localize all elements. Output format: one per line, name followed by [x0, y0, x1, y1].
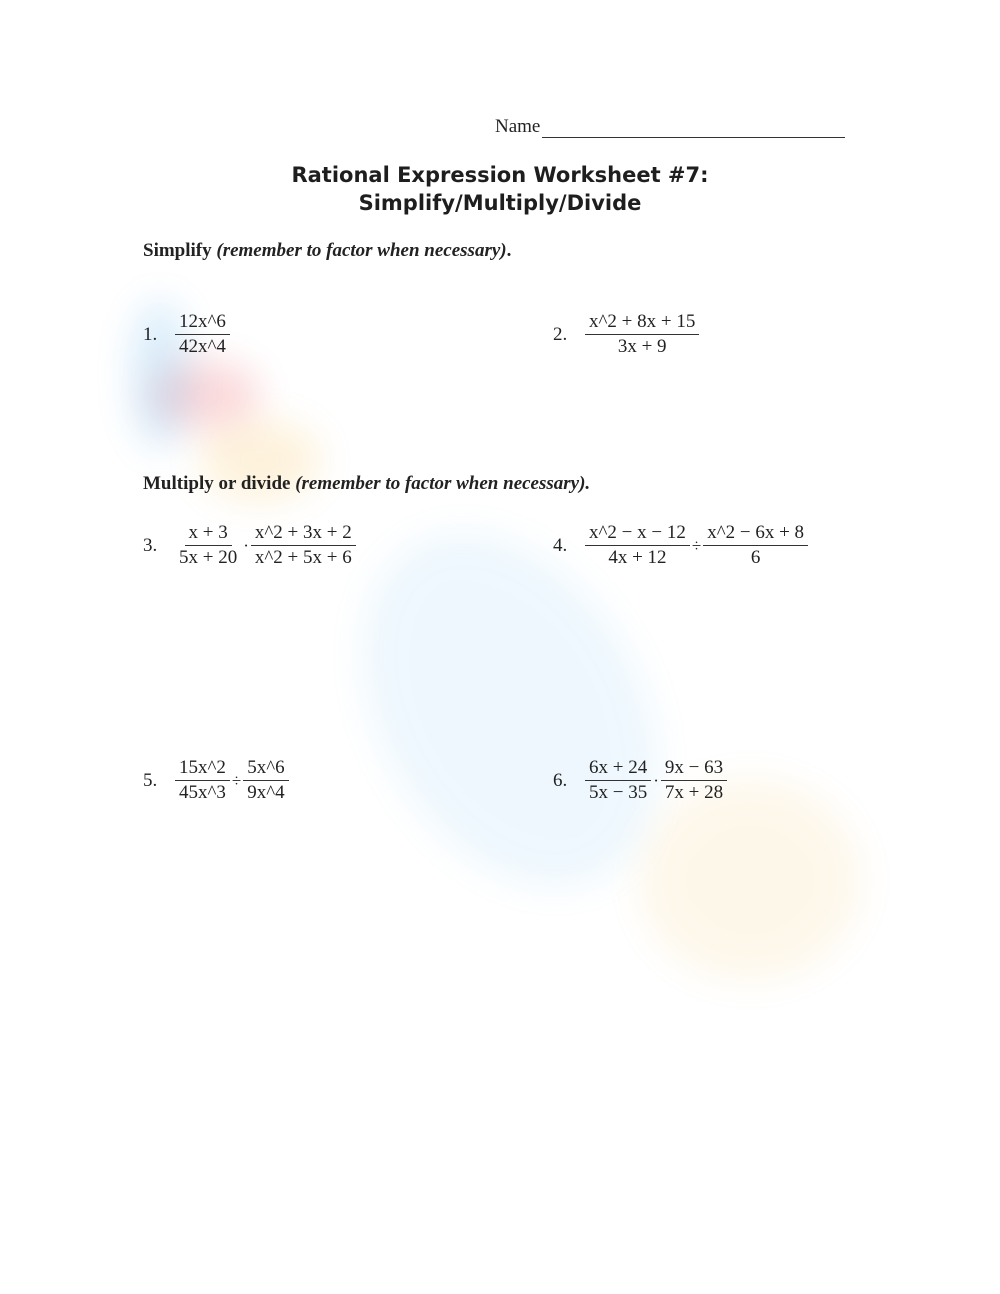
problem-number: 5.	[143, 769, 158, 791]
denominator: x^2 + 5x + 6	[254, 547, 352, 568]
section-label: Simplify	[143, 240, 212, 261]
fraction	[585, 521, 690, 570]
denominator: 5x − 35	[589, 782, 648, 803]
problem-number: 3.	[143, 534, 158, 556]
problem-number: 4.	[553, 534, 568, 556]
problem-number: 1.	[143, 323, 158, 345]
problem-1	[143, 310, 230, 359]
section-note: (remember to factor when necessary)	[216, 240, 507, 261]
watermark-blob	[640, 780, 860, 980]
problem-number: 2.	[553, 323, 568, 345]
numerator: 5x^6	[243, 756, 288, 781]
numerator: x^2 + 3x + 2	[251, 521, 356, 546]
denominator: 5x + 20	[179, 547, 238, 568]
operator: ÷	[231, 770, 242, 790]
numerator: 6x + 24	[585, 756, 651, 781]
problem-4	[553, 521, 808, 570]
numerator: 9x − 63	[661, 756, 727, 781]
operator: ÷	[691, 535, 702, 555]
section-simplify	[143, 240, 511, 262]
problem-3	[143, 521, 356, 570]
section-label: Multiply or divide	[143, 473, 291, 494]
section-note: (remember to factor when necessary).	[295, 473, 591, 494]
fraction	[585, 756, 651, 805]
fraction	[175, 310, 230, 359]
name-label: Name	[495, 116, 541, 137]
worksheet-title: Rational Expression Worksheet #7:	[291, 163, 709, 187]
denominator: 3x + 9	[617, 336, 667, 357]
fraction	[243, 756, 288, 805]
problem-number: 6.	[553, 769, 568, 791]
numerator: x^2 − 6x + 8	[703, 521, 808, 546]
numerator: 12x^6	[175, 310, 230, 335]
name-field[interactable]	[542, 137, 845, 138]
operator: ·	[653, 770, 659, 790]
problem-2	[553, 310, 699, 359]
numerator: 15x^2	[175, 756, 230, 781]
fraction	[175, 756, 230, 805]
fraction	[251, 521, 356, 570]
fraction	[585, 310, 699, 359]
problem-5	[143, 756, 289, 805]
denominator: 6	[750, 547, 761, 568]
numerator: x^2 + 8x + 15	[585, 310, 699, 335]
numerator: x + 3	[185, 521, 232, 546]
denominator: 42x^4	[179, 336, 226, 357]
numerator: x^2 − x − 12	[585, 521, 690, 546]
denominator: 45x^3	[179, 782, 226, 803]
denominator: 9x^4	[247, 782, 285, 803]
section-end: .	[506, 240, 512, 261]
fraction	[661, 756, 727, 805]
operator: ·	[243, 535, 249, 555]
fraction	[703, 521, 808, 570]
denominator: 7x + 28	[664, 782, 724, 803]
worksheet-subtitle: Simplify/Multiply/Divide	[358, 191, 642, 215]
section-multiply-divide	[143, 473, 590, 495]
denominator: 4x + 12	[608, 547, 667, 568]
problem-6	[553, 756, 727, 805]
fraction	[175, 521, 241, 570]
